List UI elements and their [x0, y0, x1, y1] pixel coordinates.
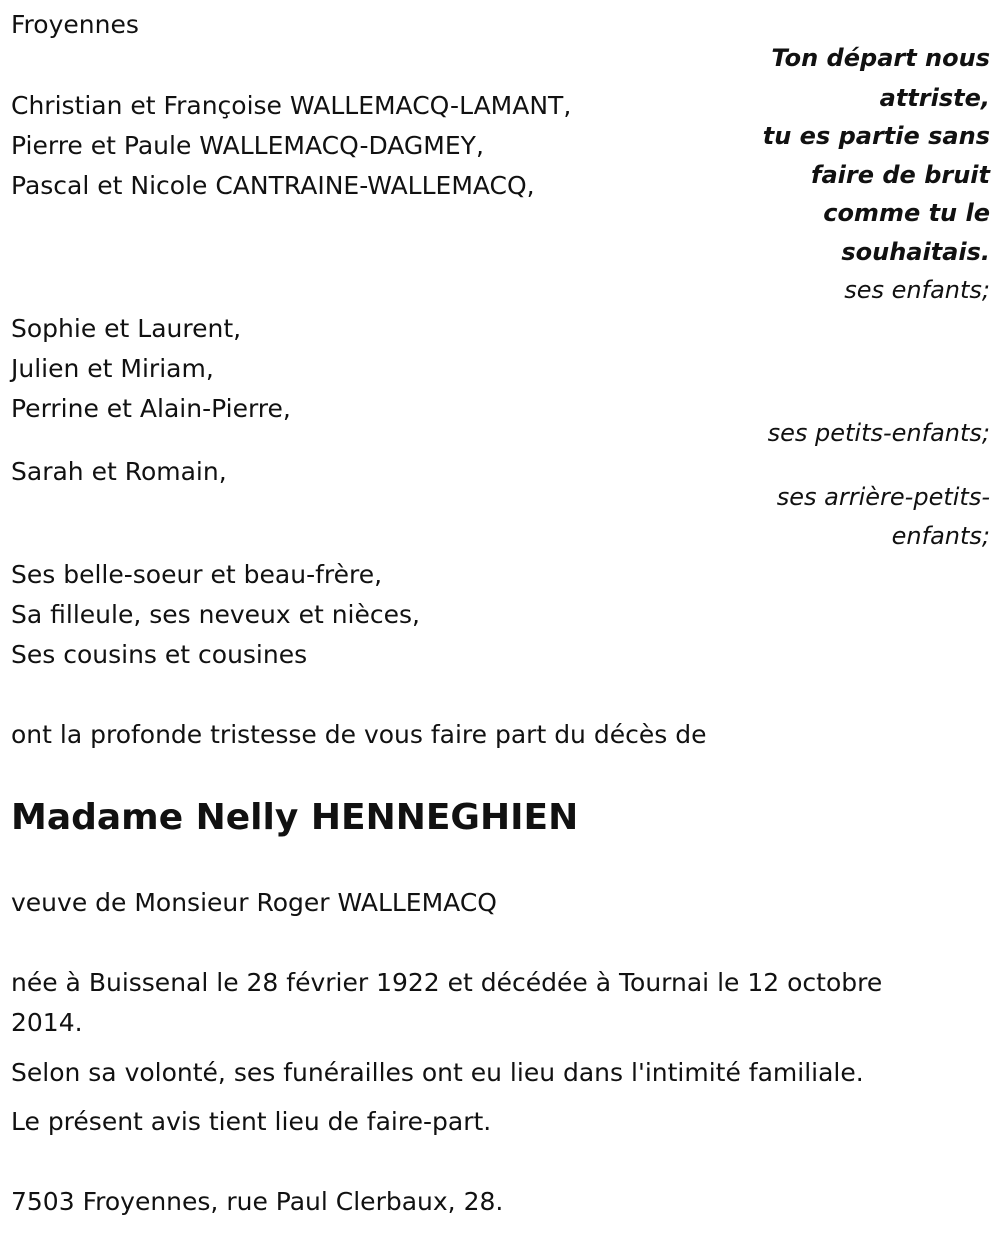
great-grandchild-name: Sarah et Romain, — [11, 457, 227, 486]
announcement-text: ont la profonde tristesse de vous faire part du décès de — [11, 720, 707, 749]
grandchildren-label: ses petits-enfants; — [767, 419, 990, 447]
quote-line: faire de bruit — [811, 161, 990, 189]
location-header: Froyennes — [11, 10, 139, 39]
quote-line: attriste, — [879, 84, 990, 112]
grandchild-name: Perrine et Alain-Pierre, — [11, 394, 291, 423]
quote-line: comme tu le — [823, 199, 990, 227]
quote-line: Ton départ nous — [771, 44, 990, 72]
address: 7503 Froyennes, rue Paul Clerbaux, 28. — [11, 1187, 504, 1216]
great-grandchildren-label: enfants; — [891, 522, 990, 550]
deceased-name: Madame Nelly HENNEGHIEN — [11, 797, 579, 838]
birth-death-text: 2014. — [11, 1008, 83, 1037]
funeral-note: Selon sa volonté, ses funérailles ont eu lieu dans l'intimité familiale. — [11, 1058, 864, 1087]
quote-line: souhaitais. — [841, 238, 990, 266]
family-line: Ses cousins et cousines — [11, 640, 308, 669]
child-name: Pascal et Nicole CANTRAINE-WALLEMACQ, — [11, 171, 535, 200]
grandchild-name: Sophie et Laurent, — [11, 314, 242, 343]
quote-line: tu es partie sans — [762, 122, 990, 150]
widow-of-text: veuve de Monsieur Roger WALLEMACQ — [11, 888, 497, 917]
child-name: Christian et Françoise WALLEMACQ-LAMANT, — [11, 91, 572, 120]
family-line: Sa filleule, ses neveux et nièces, — [11, 600, 420, 629]
children-label: ses enfants; — [844, 276, 990, 304]
grandchild-name: Julien et Miriam, — [11, 354, 214, 383]
child-name: Pierre et Paule WALLEMACQ-DAGMEY, — [11, 131, 484, 160]
notice-note: Le présent avis tient lieu de faire-part. — [11, 1107, 492, 1136]
family-line: Ses belle-soeur et beau-frère, — [11, 560, 383, 589]
great-grandchildren-label: ses arrière-petits- — [776, 483, 990, 511]
birth-death-text: née à Buissenal le 28 février 1922 et décédée à Tournai le 12 octobre — [11, 968, 883, 997]
